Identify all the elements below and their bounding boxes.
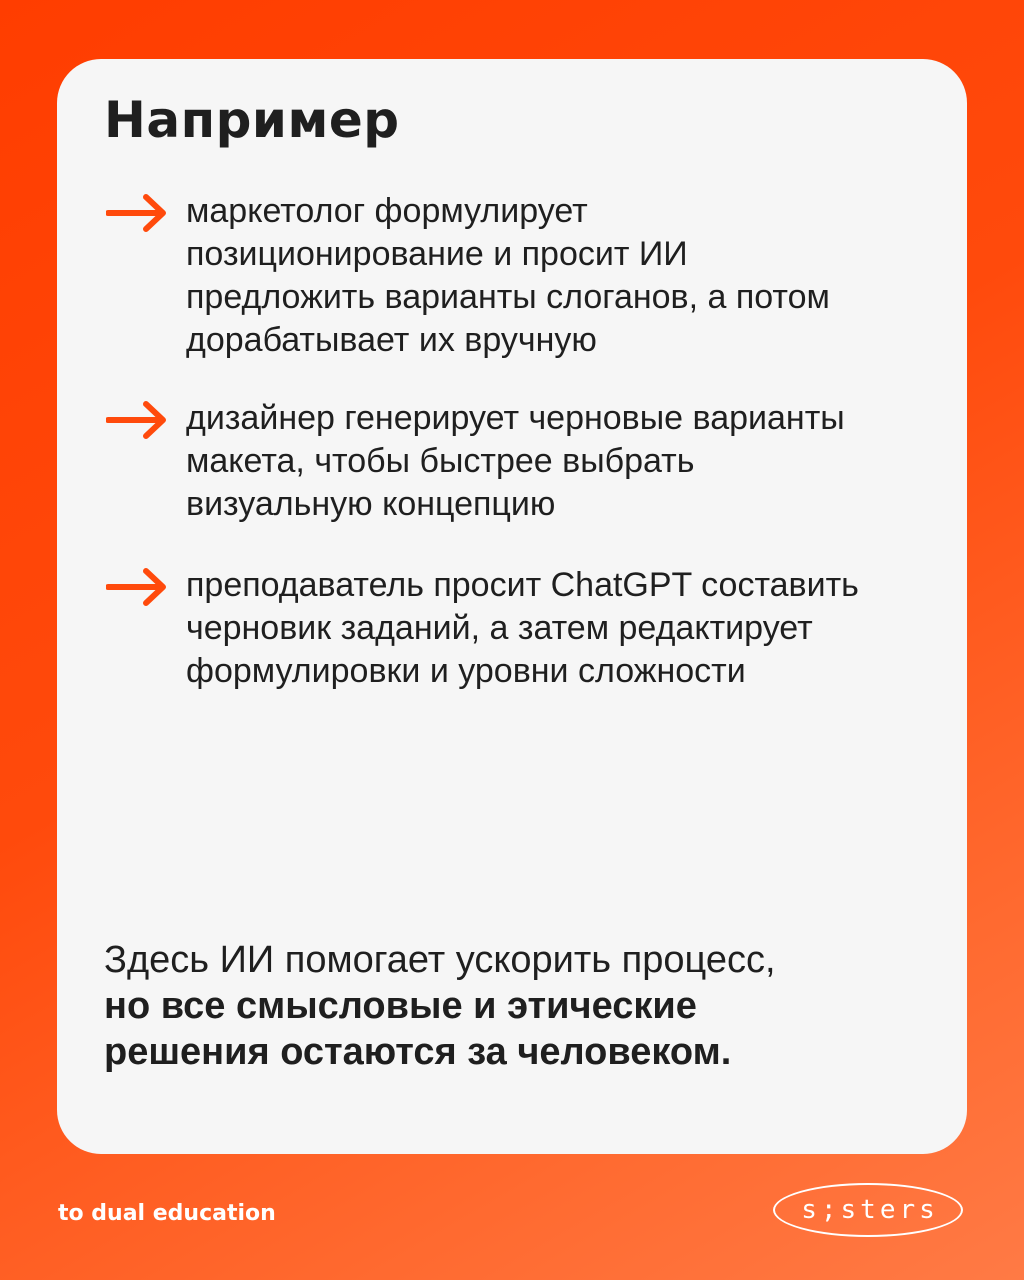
arrow-right-icon [106, 568, 168, 606]
brand-logo-text: s;sters [801, 1195, 939, 1225]
footer-tagline: to dual education [58, 1201, 276, 1226]
conclusion-regular: Здесь ИИ помогает ускорить процесс, [104, 939, 776, 981]
list-item-text: маркетолог формулирует позиционирование и просит ИИ предложить варианты слоганов, а потом дорабатывает их вручную [186, 192, 830, 359]
arrow-right-icon [106, 401, 168, 439]
brand-logo [773, 1183, 963, 1237]
conclusion-bold: но все смысловые и этические решения остаются за человеком. [104, 985, 732, 1073]
arrow-right-icon [106, 194, 168, 232]
list-item-text: преподаватель просит ChatGPT составить черновик заданий, а затем редактирует формулировки и уровни сложности [186, 566, 859, 690]
conclusion-text [104, 937, 824, 1075]
page-title: Например [104, 91, 400, 149]
list-item-text: дизайнер генерирует черновые варианты макета, чтобы быстрее выбрать визуальную концепцию [186, 399, 845, 523]
